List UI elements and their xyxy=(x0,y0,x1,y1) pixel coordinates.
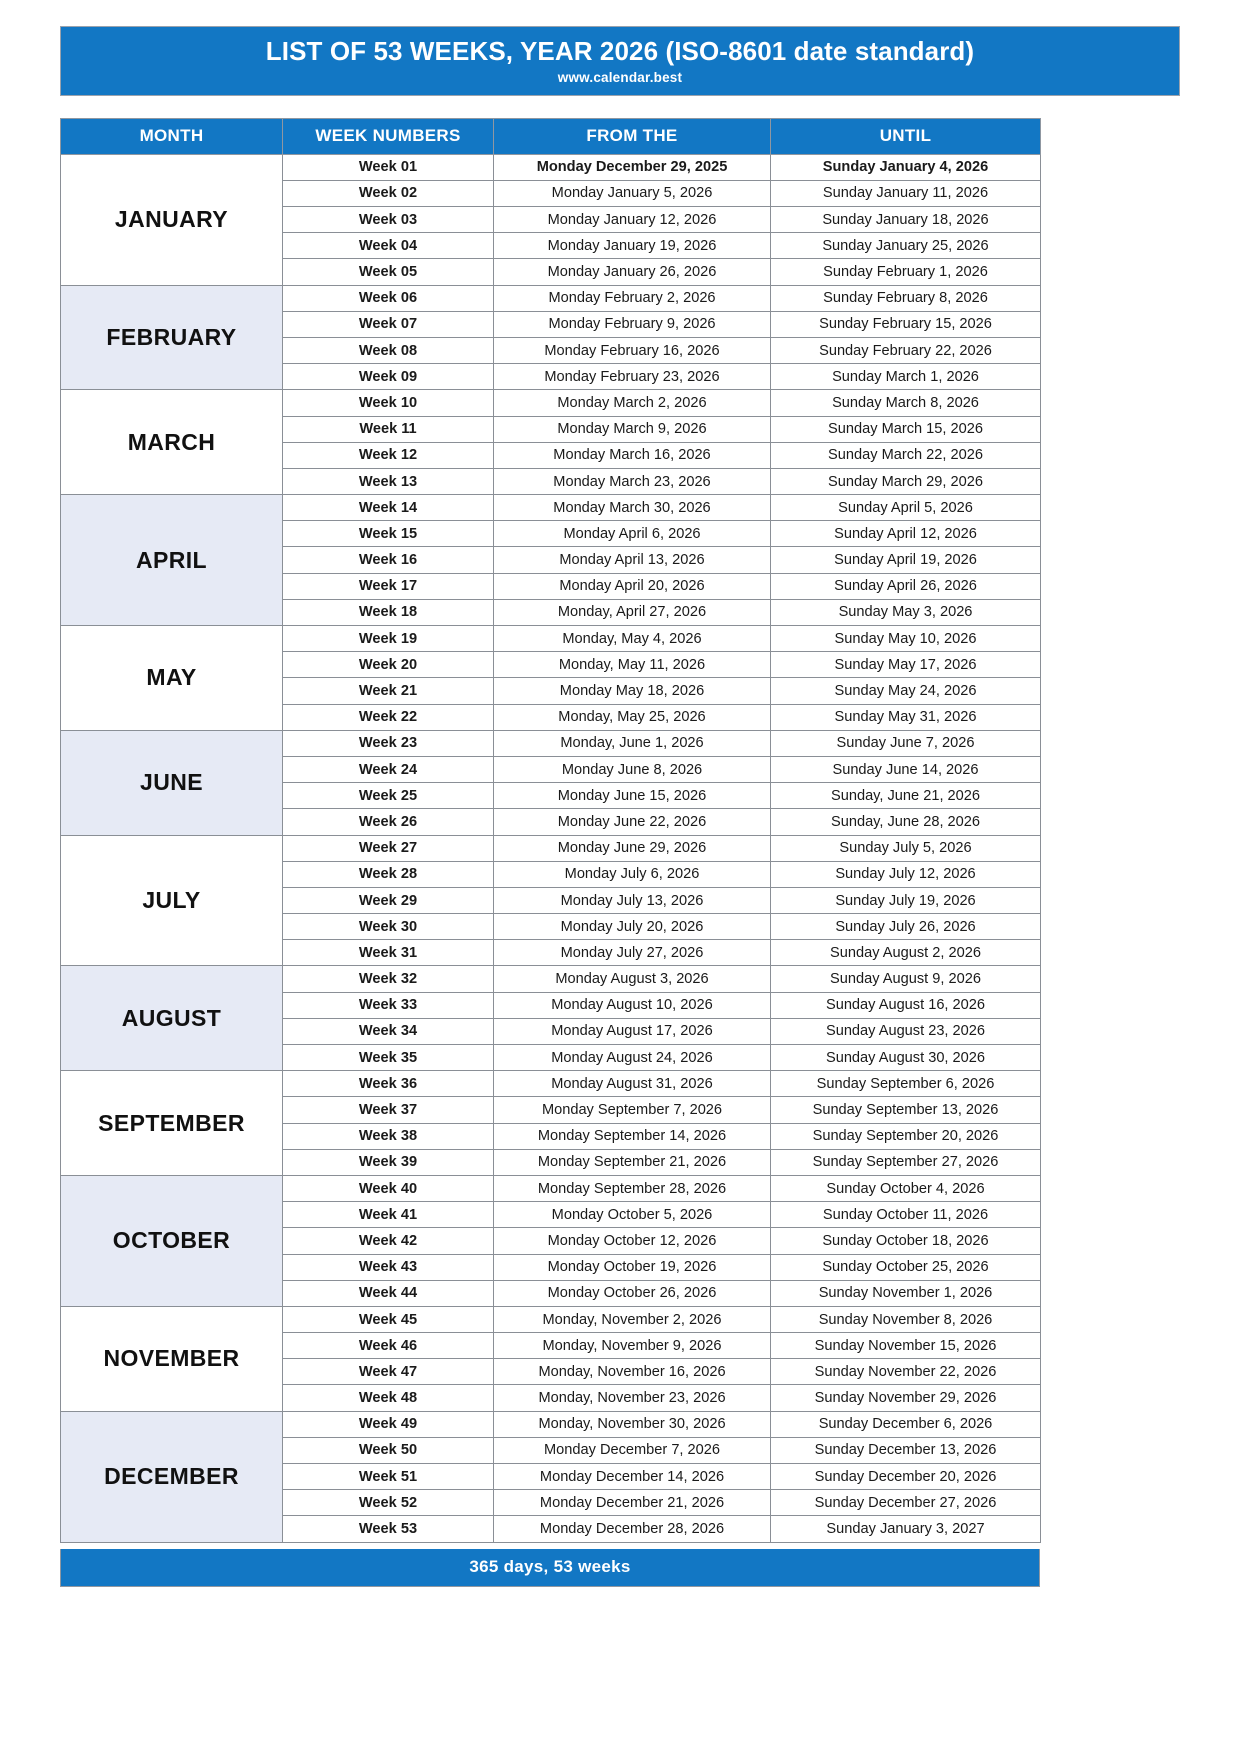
month-cell: NOVEMBER xyxy=(61,1306,283,1411)
week-end-date-cell: Sunday February 1, 2026 xyxy=(771,259,1041,285)
table-row xyxy=(61,154,1041,180)
week-start-date-cell: Monday December 21, 2026 xyxy=(494,1490,771,1516)
week-start-date-cell: Monday September 7, 2026 xyxy=(494,1097,771,1123)
week-end-date-cell: Sunday July 19, 2026 xyxy=(771,887,1041,913)
week-end-date-cell: Sunday July 5, 2026 xyxy=(771,835,1041,861)
column-header-until: UNTIL xyxy=(771,118,1041,154)
table-row xyxy=(61,1175,1041,1201)
week-end-date-cell: Sunday April 26, 2026 xyxy=(771,573,1041,599)
week-start-date-cell: Monday, April 27, 2026 xyxy=(494,599,771,625)
week-number-cell: Week 34 xyxy=(283,1018,494,1044)
week-number-cell: Week 44 xyxy=(283,1280,494,1306)
table-row xyxy=(61,390,1041,416)
week-end-date-cell: Sunday October 18, 2026 xyxy=(771,1228,1041,1254)
month-cell: JUNE xyxy=(61,730,283,835)
month-cell: MARCH xyxy=(61,390,283,495)
week-number-cell: Week 43 xyxy=(283,1254,494,1280)
week-start-date-cell: Monday, May 25, 2026 xyxy=(494,704,771,730)
week-end-date-cell: Sunday June 7, 2026 xyxy=(771,730,1041,756)
week-end-date-cell: Sunday November 15, 2026 xyxy=(771,1333,1041,1359)
week-number-cell: Week 31 xyxy=(283,940,494,966)
week-end-date-cell: Sunday December 20, 2026 xyxy=(771,1464,1041,1490)
week-end-date-cell: Sunday March 1, 2026 xyxy=(771,364,1041,390)
week-end-date-cell: Sunday September 27, 2026 xyxy=(771,1149,1041,1175)
week-end-date-cell: Sunday, June 28, 2026 xyxy=(771,809,1041,835)
week-end-date-cell: Sunday August 2, 2026 xyxy=(771,940,1041,966)
week-number-cell: Week 35 xyxy=(283,1045,494,1071)
week-start-date-cell: Monday August 3, 2026 xyxy=(494,966,771,992)
month-cell: JANUARY xyxy=(61,154,283,285)
week-number-cell: Week 02 xyxy=(283,180,494,206)
month-cell: OCTOBER xyxy=(61,1175,283,1306)
week-end-date-cell: Sunday May 24, 2026 xyxy=(771,678,1041,704)
week-number-cell: Week 52 xyxy=(283,1490,494,1516)
week-end-date-cell: Sunday December 13, 2026 xyxy=(771,1437,1041,1463)
week-start-date-cell: Monday February 16, 2026 xyxy=(494,337,771,363)
week-end-date-cell: Sunday March 8, 2026 xyxy=(771,390,1041,416)
week-end-date-cell: Sunday December 27, 2026 xyxy=(771,1490,1041,1516)
week-number-cell: Week 26 xyxy=(283,809,494,835)
week-number-cell: Week 38 xyxy=(283,1123,494,1149)
week-number-cell: Week 27 xyxy=(283,835,494,861)
column-header-month: MONTH xyxy=(61,118,283,154)
week-number-cell: Week 37 xyxy=(283,1097,494,1123)
header-row xyxy=(61,118,1041,154)
week-start-date-cell: Monday March 30, 2026 xyxy=(494,495,771,521)
week-start-date-cell: Monday July 27, 2026 xyxy=(494,940,771,966)
month-cell: FEBRUARY xyxy=(61,285,283,390)
week-end-date-cell: Sunday January 4, 2026 xyxy=(771,154,1041,180)
table-row xyxy=(61,1306,1041,1332)
week-start-date-cell: Monday April 20, 2026 xyxy=(494,573,771,599)
weeks-table xyxy=(60,118,1041,1543)
month-cell: SEPTEMBER xyxy=(61,1071,283,1176)
week-number-cell: Week 25 xyxy=(283,783,494,809)
week-start-date-cell: Monday September 14, 2026 xyxy=(494,1123,771,1149)
week-number-cell: Week 28 xyxy=(283,861,494,887)
week-end-date-cell: Sunday October 11, 2026 xyxy=(771,1202,1041,1228)
week-end-date-cell: Sunday January 18, 2026 xyxy=(771,207,1041,233)
month-cell: DECEMBER xyxy=(61,1411,283,1542)
week-number-cell: Week 07 xyxy=(283,311,494,337)
week-number-cell: Week 36 xyxy=(283,1071,494,1097)
week-end-date-cell: Sunday March 15, 2026 xyxy=(771,416,1041,442)
week-end-date-cell: Sunday November 8, 2026 xyxy=(771,1306,1041,1332)
week-number-cell: Week 11 xyxy=(283,416,494,442)
week-start-date-cell: Monday July 6, 2026 xyxy=(494,861,771,887)
week-end-date-cell: Sunday March 22, 2026 xyxy=(771,442,1041,468)
week-end-date-cell: Sunday April 12, 2026 xyxy=(771,521,1041,547)
table-row xyxy=(61,1071,1041,1097)
week-number-cell: Week 51 xyxy=(283,1464,494,1490)
week-start-date-cell: Monday August 24, 2026 xyxy=(494,1045,771,1071)
week-number-cell: Week 53 xyxy=(283,1516,494,1542)
week-start-date-cell: Monday February 23, 2026 xyxy=(494,364,771,390)
week-end-date-cell: Sunday April 5, 2026 xyxy=(771,495,1041,521)
week-number-cell: Week 19 xyxy=(283,626,494,652)
week-end-date-cell: Sunday January 3, 2027 xyxy=(771,1516,1041,1542)
week-number-cell: Week 09 xyxy=(283,364,494,390)
week-number-cell: Week 32 xyxy=(283,966,494,992)
week-end-date-cell: Sunday May 3, 2026 xyxy=(771,599,1041,625)
week-number-cell: Week 10 xyxy=(283,390,494,416)
week-number-cell: Week 17 xyxy=(283,573,494,599)
week-start-date-cell: Monday June 29, 2026 xyxy=(494,835,771,861)
week-number-cell: Week 06 xyxy=(283,285,494,311)
week-start-date-cell: Monday, May 11, 2026 xyxy=(494,652,771,678)
title-table-spacer xyxy=(60,96,1180,118)
week-end-date-cell: Sunday September 6, 2026 xyxy=(771,1071,1041,1097)
week-start-date-cell: Monday December 14, 2026 xyxy=(494,1464,771,1490)
week-start-date-cell: Monday, November 23, 2026 xyxy=(494,1385,771,1411)
week-end-date-cell: Sunday May 31, 2026 xyxy=(771,704,1041,730)
week-end-date-cell: Sunday October 25, 2026 xyxy=(771,1254,1041,1280)
table-row xyxy=(61,1411,1041,1437)
week-number-cell: Week 21 xyxy=(283,678,494,704)
week-number-cell: Week 14 xyxy=(283,495,494,521)
week-start-date-cell: Monday December 29, 2025 xyxy=(494,154,771,180)
week-number-cell: Week 46 xyxy=(283,1333,494,1359)
table-row xyxy=(61,285,1041,311)
week-end-date-cell: Sunday September 13, 2026 xyxy=(771,1097,1041,1123)
week-start-date-cell: Monday, November 16, 2026 xyxy=(494,1359,771,1385)
week-start-date-cell: Monday December 7, 2026 xyxy=(494,1437,771,1463)
table-body xyxy=(61,154,1041,1542)
week-number-cell: Week 18 xyxy=(283,599,494,625)
column-header-week-numbers: WEEK NUMBERS xyxy=(283,118,494,154)
week-end-date-cell: Sunday May 17, 2026 xyxy=(771,652,1041,678)
week-start-date-cell: Monday March 9, 2026 xyxy=(494,416,771,442)
week-start-date-cell: Monday December 28, 2026 xyxy=(494,1516,771,1542)
week-start-date-cell: Monday June 22, 2026 xyxy=(494,809,771,835)
week-number-cell: Week 41 xyxy=(283,1202,494,1228)
week-end-date-cell: Sunday January 11, 2026 xyxy=(771,180,1041,206)
table-row xyxy=(61,966,1041,992)
week-number-cell: Week 47 xyxy=(283,1359,494,1385)
week-start-date-cell: Monday July 13, 2026 xyxy=(494,887,771,913)
week-number-cell: Week 45 xyxy=(283,1306,494,1332)
week-start-date-cell: Monday January 19, 2026 xyxy=(494,233,771,259)
week-end-date-cell: Sunday December 6, 2026 xyxy=(771,1411,1041,1437)
week-number-cell: Week 04 xyxy=(283,233,494,259)
week-start-date-cell: Monday September 28, 2026 xyxy=(494,1175,771,1201)
week-start-date-cell: Monday January 12, 2026 xyxy=(494,207,771,233)
table-row xyxy=(61,730,1041,756)
table-row xyxy=(61,835,1041,861)
week-number-cell: Week 24 xyxy=(283,756,494,782)
week-end-date-cell: Sunday February 15, 2026 xyxy=(771,311,1041,337)
week-start-date-cell: Monday June 8, 2026 xyxy=(494,756,771,782)
table-header xyxy=(61,118,1041,154)
week-start-date-cell: Monday October 5, 2026 xyxy=(494,1202,771,1228)
week-end-date-cell: Sunday March 29, 2026 xyxy=(771,468,1041,494)
week-start-date-cell: Monday January 26, 2026 xyxy=(494,259,771,285)
week-start-date-cell: Monday, May 4, 2026 xyxy=(494,626,771,652)
page-title: LIST OF 53 WEEKS, YEAR 2026 (ISO-8601 date standard) xyxy=(265,36,975,66)
week-start-date-cell: Monday March 23, 2026 xyxy=(494,468,771,494)
week-number-cell: Week 15 xyxy=(283,521,494,547)
week-start-date-cell: Monday, June 1, 2026 xyxy=(494,730,771,756)
week-number-cell: Week 03 xyxy=(283,207,494,233)
week-end-date-cell: Sunday September 20, 2026 xyxy=(771,1123,1041,1149)
week-start-date-cell: Monday April 6, 2026 xyxy=(494,521,771,547)
week-start-date-cell: Monday October 12, 2026 xyxy=(494,1228,771,1254)
week-number-cell: Week 50 xyxy=(283,1437,494,1463)
week-start-date-cell: Monday August 17, 2026 xyxy=(494,1018,771,1044)
week-start-date-cell: Monday February 2, 2026 xyxy=(494,285,771,311)
week-start-date-cell: Monday September 21, 2026 xyxy=(494,1149,771,1175)
week-number-cell: Week 05 xyxy=(283,259,494,285)
week-number-cell: Week 08 xyxy=(283,337,494,363)
month-cell: MAY xyxy=(61,626,283,731)
week-end-date-cell: Sunday August 23, 2026 xyxy=(771,1018,1041,1044)
week-start-date-cell: Monday January 5, 2026 xyxy=(494,180,771,206)
week-end-date-cell: Sunday February 22, 2026 xyxy=(771,337,1041,363)
week-number-cell: Week 39 xyxy=(283,1149,494,1175)
month-cell: AUGUST xyxy=(61,966,283,1071)
week-end-date-cell: Sunday January 25, 2026 xyxy=(771,233,1041,259)
week-number-cell: Week 42 xyxy=(283,1228,494,1254)
week-start-date-cell: Monday May 18, 2026 xyxy=(494,678,771,704)
week-end-date-cell: Sunday April 19, 2026 xyxy=(771,547,1041,573)
week-end-date-cell: Sunday July 12, 2026 xyxy=(771,861,1041,887)
week-end-date-cell: Sunday November 22, 2026 xyxy=(771,1359,1041,1385)
week-start-date-cell: Monday, November 30, 2026 xyxy=(494,1411,771,1437)
week-number-cell: Week 29 xyxy=(283,887,494,913)
week-number-cell: Week 12 xyxy=(283,442,494,468)
week-end-date-cell: Sunday June 14, 2026 xyxy=(771,756,1041,782)
week-number-cell: Week 16 xyxy=(283,547,494,573)
week-number-cell: Week 49 xyxy=(283,1411,494,1437)
week-start-date-cell: Monday June 15, 2026 xyxy=(494,783,771,809)
column-header-from-the: FROM THE xyxy=(494,118,771,154)
week-end-date-cell: Sunday August 16, 2026 xyxy=(771,992,1041,1018)
table-row xyxy=(61,626,1041,652)
title-banner xyxy=(60,26,1180,96)
month-cell: APRIL xyxy=(61,495,283,626)
week-start-date-cell: Monday March 2, 2026 xyxy=(494,390,771,416)
week-start-date-cell: Monday, November 9, 2026 xyxy=(494,1333,771,1359)
week-number-cell: Week 30 xyxy=(283,914,494,940)
week-end-date-cell: Sunday, June 21, 2026 xyxy=(771,783,1041,809)
week-number-cell: Week 13 xyxy=(283,468,494,494)
week-start-date-cell: Monday February 9, 2026 xyxy=(494,311,771,337)
week-start-date-cell: Monday, November 2, 2026 xyxy=(494,1306,771,1332)
week-start-date-cell: Monday March 16, 2026 xyxy=(494,442,771,468)
week-end-date-cell: Sunday May 10, 2026 xyxy=(771,626,1041,652)
week-end-date-cell: Sunday February 8, 2026 xyxy=(771,285,1041,311)
week-start-date-cell: Monday October 26, 2026 xyxy=(494,1280,771,1306)
week-start-date-cell: Monday August 31, 2026 xyxy=(494,1071,771,1097)
week-end-date-cell: Sunday October 4, 2026 xyxy=(771,1175,1041,1201)
week-start-date-cell: Monday April 13, 2026 xyxy=(494,547,771,573)
table-row xyxy=(61,495,1041,521)
website-credit: www.calendar.best xyxy=(557,69,683,85)
week-end-date-cell: Sunday August 9, 2026 xyxy=(771,966,1041,992)
footer-summary: 365 days, 53 weeks xyxy=(60,1549,1040,1587)
week-number-cell: Week 48 xyxy=(283,1385,494,1411)
week-end-date-cell: Sunday November 1, 2026 xyxy=(771,1280,1041,1306)
week-number-cell: Week 40 xyxy=(283,1175,494,1201)
week-number-cell: Week 23 xyxy=(283,730,494,756)
week-end-date-cell: Sunday August 30, 2026 xyxy=(771,1045,1041,1071)
week-start-date-cell: Monday July 20, 2026 xyxy=(494,914,771,940)
week-end-date-cell: Sunday July 26, 2026 xyxy=(771,914,1041,940)
week-start-date-cell: Monday October 19, 2026 xyxy=(494,1254,771,1280)
month-cell: JULY xyxy=(61,835,283,966)
week-number-cell: Week 33 xyxy=(283,992,494,1018)
week-number-cell: Week 22 xyxy=(283,704,494,730)
week-start-date-cell: Monday August 10, 2026 xyxy=(494,992,771,1018)
week-number-cell: Week 20 xyxy=(283,652,494,678)
week-end-date-cell: Sunday November 29, 2026 xyxy=(771,1385,1041,1411)
week-number-cell: Week 01 xyxy=(283,154,494,180)
